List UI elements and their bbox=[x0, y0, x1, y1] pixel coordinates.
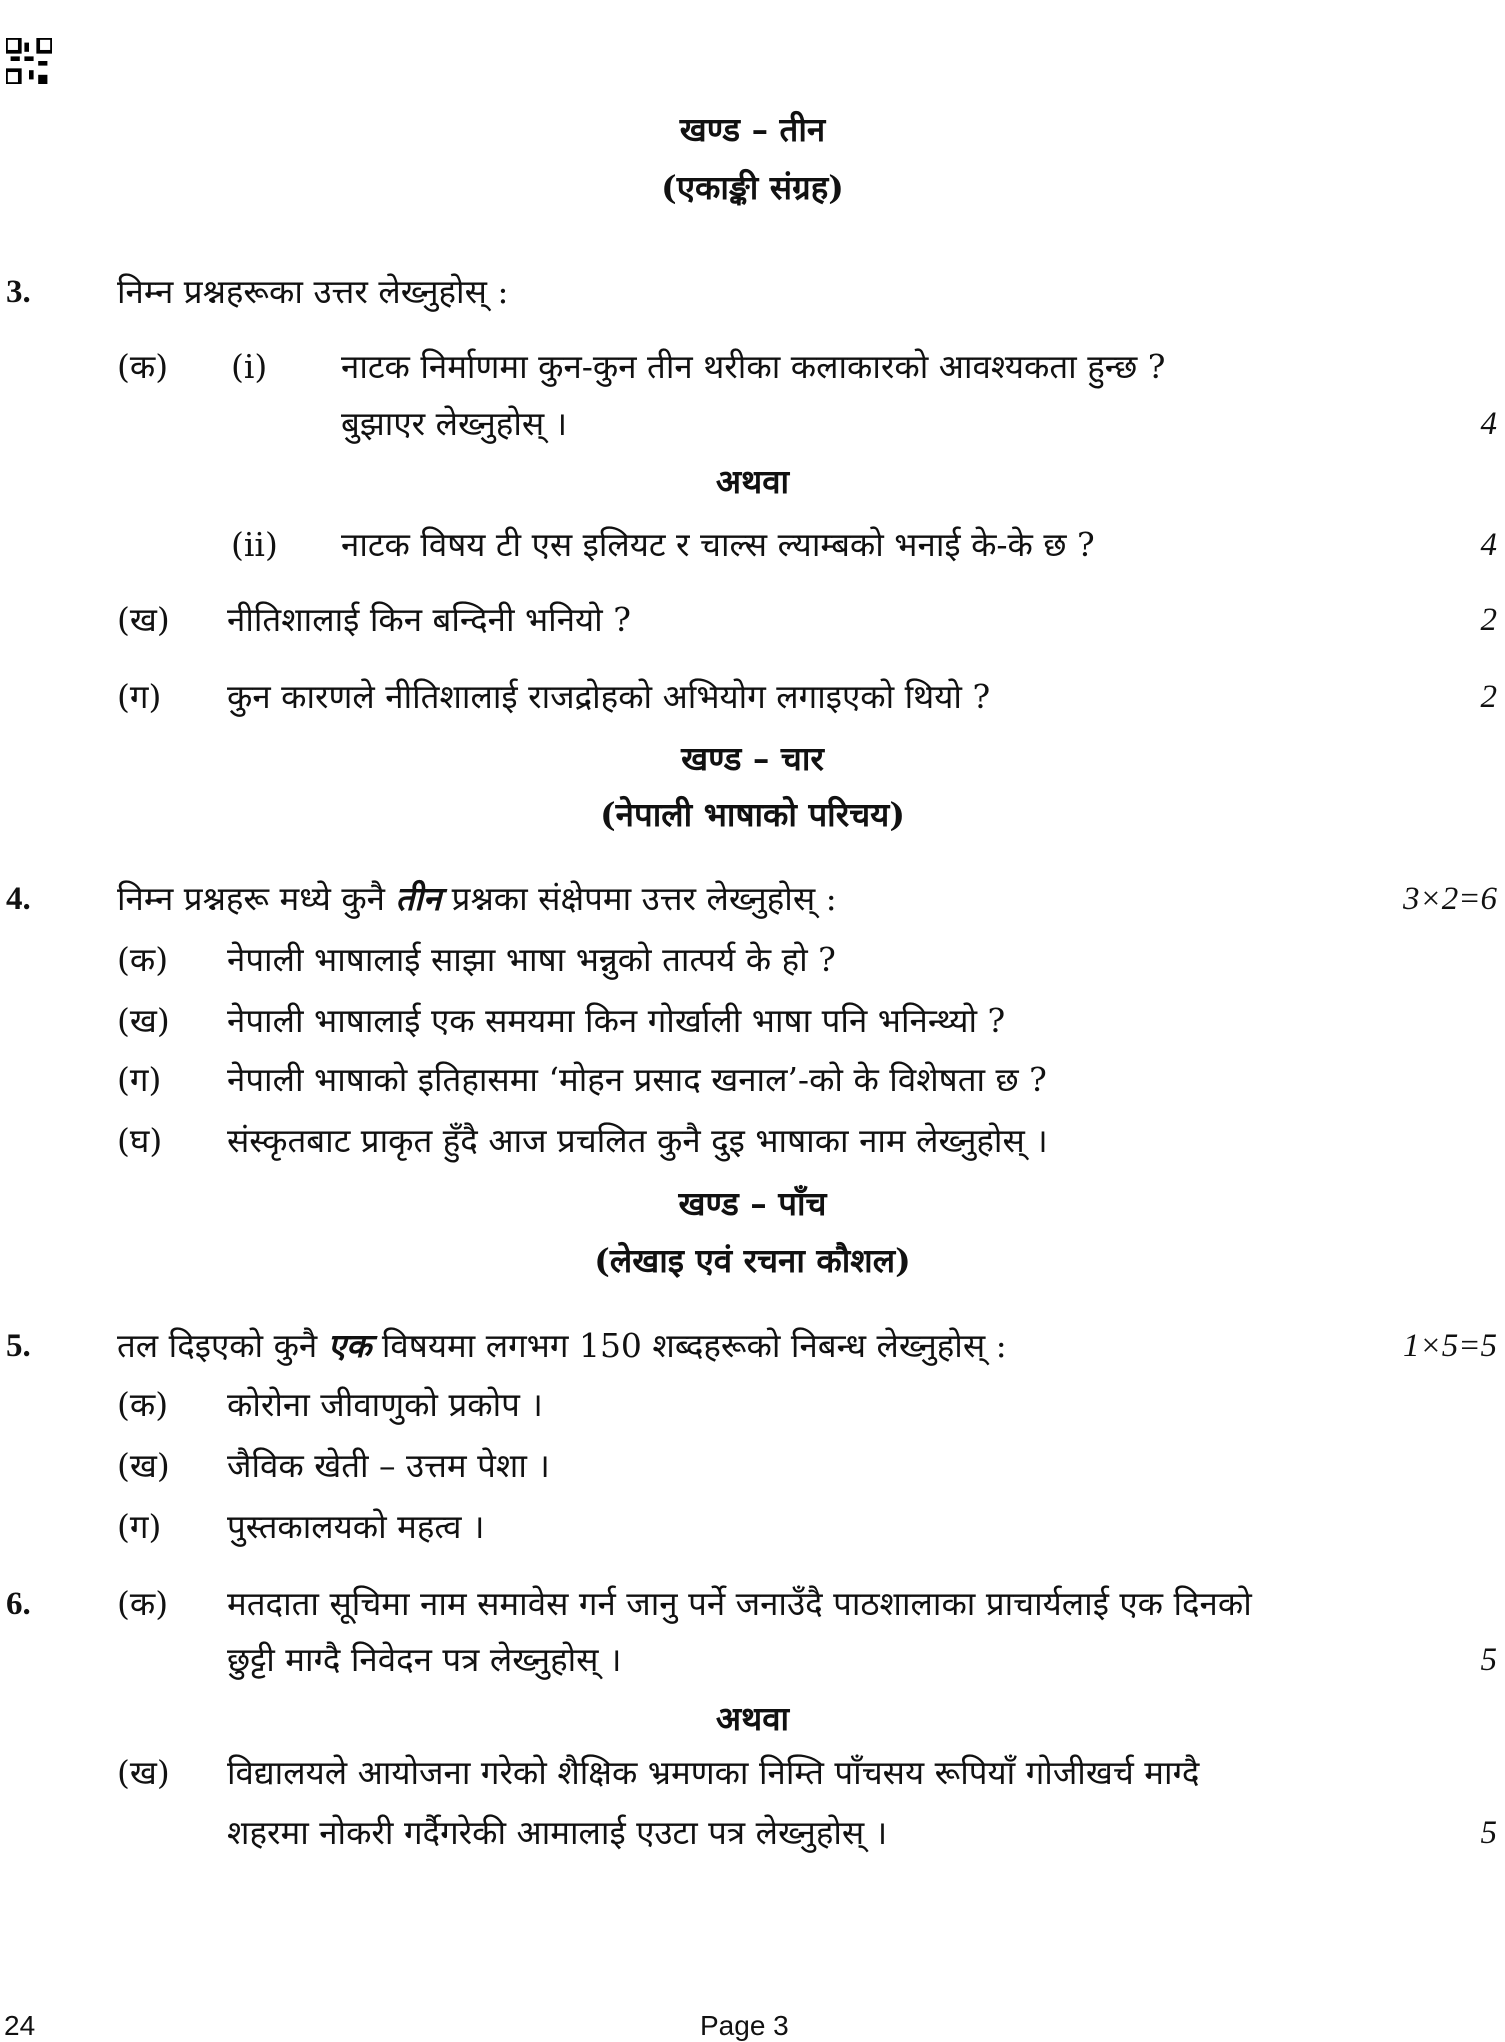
q3-i-text-line1: नाटक निर्माणमा कुन-कुन तीन थरीका कलाकारको आवश्यकता हुन्छ ? bbox=[341, 347, 1166, 386]
q4-item-label: (क) bbox=[117, 940, 169, 979]
q6-ka-text-line2: छुट्टी माग्दै निवेदन पत्र लेख्नुहोस् । bbox=[227, 1640, 622, 1679]
q4-item-label: (ग) bbox=[117, 1060, 162, 1099]
q3-ii-marks: 4 bbox=[1480, 527, 1497, 563]
section-5-subtitle: (लेखाइ एवं रचना कौशल) bbox=[594, 1241, 911, 1280]
question-5-prompt bbox=[117, 1324, 1007, 1368]
q4-prompt-b: प्रश्नका संक्षेपमा उत्तर लेख्नुहोस् : bbox=[451, 879, 837, 918]
q5-item-text: पुस्तकालयको महत्व । bbox=[227, 1507, 485, 1546]
q3-ka-label: (क) bbox=[117, 347, 169, 386]
q3-i-label: (i) bbox=[231, 347, 268, 386]
section-3-title: खण्ड – तीन bbox=[679, 110, 826, 149]
question-5-number: 5. bbox=[6, 1328, 31, 1364]
q6-or-label: अथवा bbox=[715, 1699, 790, 1738]
section-3-subtitle: (एकाङ्की संग्रह) bbox=[661, 168, 844, 207]
q4-item-text: नेपाली भाषालाई साझा भाषा भन्नुको तात्पर्य के हो ? bbox=[227, 940, 836, 979]
q6-kha-label: (ख) bbox=[117, 1753, 170, 1792]
section-5-title: खण्ड – पाँच bbox=[678, 1184, 827, 1223]
question-6-number: 6. bbox=[6, 1586, 31, 1622]
q4-item-text: नेपाली भाषाको इतिहासमा ‘मोहन प्रसाद खनाल’-को के विशेषता छ ? bbox=[227, 1060, 1047, 1099]
footer-page-number: Page 3 bbox=[700, 2010, 789, 2041]
q5-item-label: (ग) bbox=[117, 1507, 162, 1546]
q5-prompt-a: तल दिइएको कुनै bbox=[117, 1326, 318, 1365]
q5-item-text: जैविक खेती – उत्तम पेशा । bbox=[227, 1446, 550, 1485]
q4-prompt-a: निम्न प्रश्नहरू मध्ये कुनै bbox=[117, 879, 385, 918]
q3-i-text-line2: बुझाएर लेख्नुहोस् । bbox=[341, 404, 568, 443]
question-4-prompt bbox=[117, 877, 837, 921]
q3-ii-label: (ii) bbox=[231, 525, 278, 564]
q4-item-text: नेपाली भाषालाई एक समयमा किन गोर्खाली भाषा पनि भनिन्थ्यो ? bbox=[227, 1001, 1006, 1040]
q3-or-label: अथवा bbox=[715, 462, 790, 501]
q5-prompt-emphasis: एक bbox=[327, 1326, 372, 1365]
q6-kha-text-line2: शहरमा नोकरी गर्दैगरेकी आमालाई एउटा पत्र लेख्नुहोस् । bbox=[227, 1813, 888, 1852]
q5-item-text: कोरोना जीवाणुको प्रकोप । bbox=[227, 1385, 543, 1424]
q5-item-label: (क) bbox=[117, 1385, 169, 1424]
footer-code: 24 bbox=[4, 2010, 36, 2041]
q3-ii-text: नाटक विषय टी एस इलियट र चाल्स ल्याम्बको भनाई के-के छ ? bbox=[341, 525, 1095, 564]
q3-kha-marks: 2 bbox=[1480, 602, 1497, 638]
q6-ka-label: (क) bbox=[117, 1584, 169, 1623]
q6-ka-text-line1: मतदाता सूचिमा नाम समावेस गर्न जानु पर्ने जनाउँदै पाठशालाका प्राचार्यलाई एक दिनको bbox=[227, 1584, 1252, 1623]
section-4-title: खण्ड – चार bbox=[681, 739, 824, 778]
q3-ga-text: कुन कारणले नीतिशालाई राजद्रोहको अभियोग लगाइएको थियो ? bbox=[227, 677, 991, 716]
q3-kha-label: (ख) bbox=[117, 600, 170, 639]
q3-ga-marks: 2 bbox=[1480, 679, 1497, 715]
question-3-number: 3. bbox=[6, 274, 31, 310]
q5-marks: 1×5=5 bbox=[1402, 1328, 1497, 1364]
q4-prompt-emphasis: तीन bbox=[395, 879, 442, 918]
q4-item-text: संस्कृतबाट प्राकृत हुँदै आज प्रचलित कुनै दुइ भाषाका नाम लेख्नुहोस् । bbox=[227, 1121, 1048, 1160]
section-4-subtitle: (नेपाली भाषाको परिचय) bbox=[600, 795, 905, 834]
q3-ga-label: (ग) bbox=[117, 677, 162, 716]
q4-item-label: (ख) bbox=[117, 1001, 170, 1040]
q3-i-marks: 4 bbox=[1480, 406, 1497, 442]
q4-item-label: (घ) bbox=[117, 1121, 163, 1160]
q3-kha-text: नीतिशालाई किन बन्दिनी भनियो ? bbox=[227, 600, 631, 639]
q6-ka-marks: 5 bbox=[1480, 1642, 1497, 1678]
q5-item-label: (ख) bbox=[117, 1446, 170, 1485]
qr-code-icon bbox=[6, 38, 52, 84]
q6-kha-text-line1: विद्यालयले आयोजना गरेको शैक्षिक भ्रमणका निम्ति पाँचसय रूपियाँ गोजीखर्च माग्दै bbox=[227, 1753, 1200, 1792]
q6-kha-marks: 5 bbox=[1480, 1815, 1497, 1851]
question-4-number: 4. bbox=[6, 881, 31, 917]
q4-marks: 3×2=6 bbox=[1402, 881, 1497, 917]
question-3-prompt: निम्न प्रश्नहरूका उत्तर लेख्नुहोस् : bbox=[117, 272, 509, 311]
q5-prompt-b: विषयमा लगभग 150 शब्दहरूको निबन्ध लेख्नुहोस् : bbox=[381, 1326, 1007, 1365]
